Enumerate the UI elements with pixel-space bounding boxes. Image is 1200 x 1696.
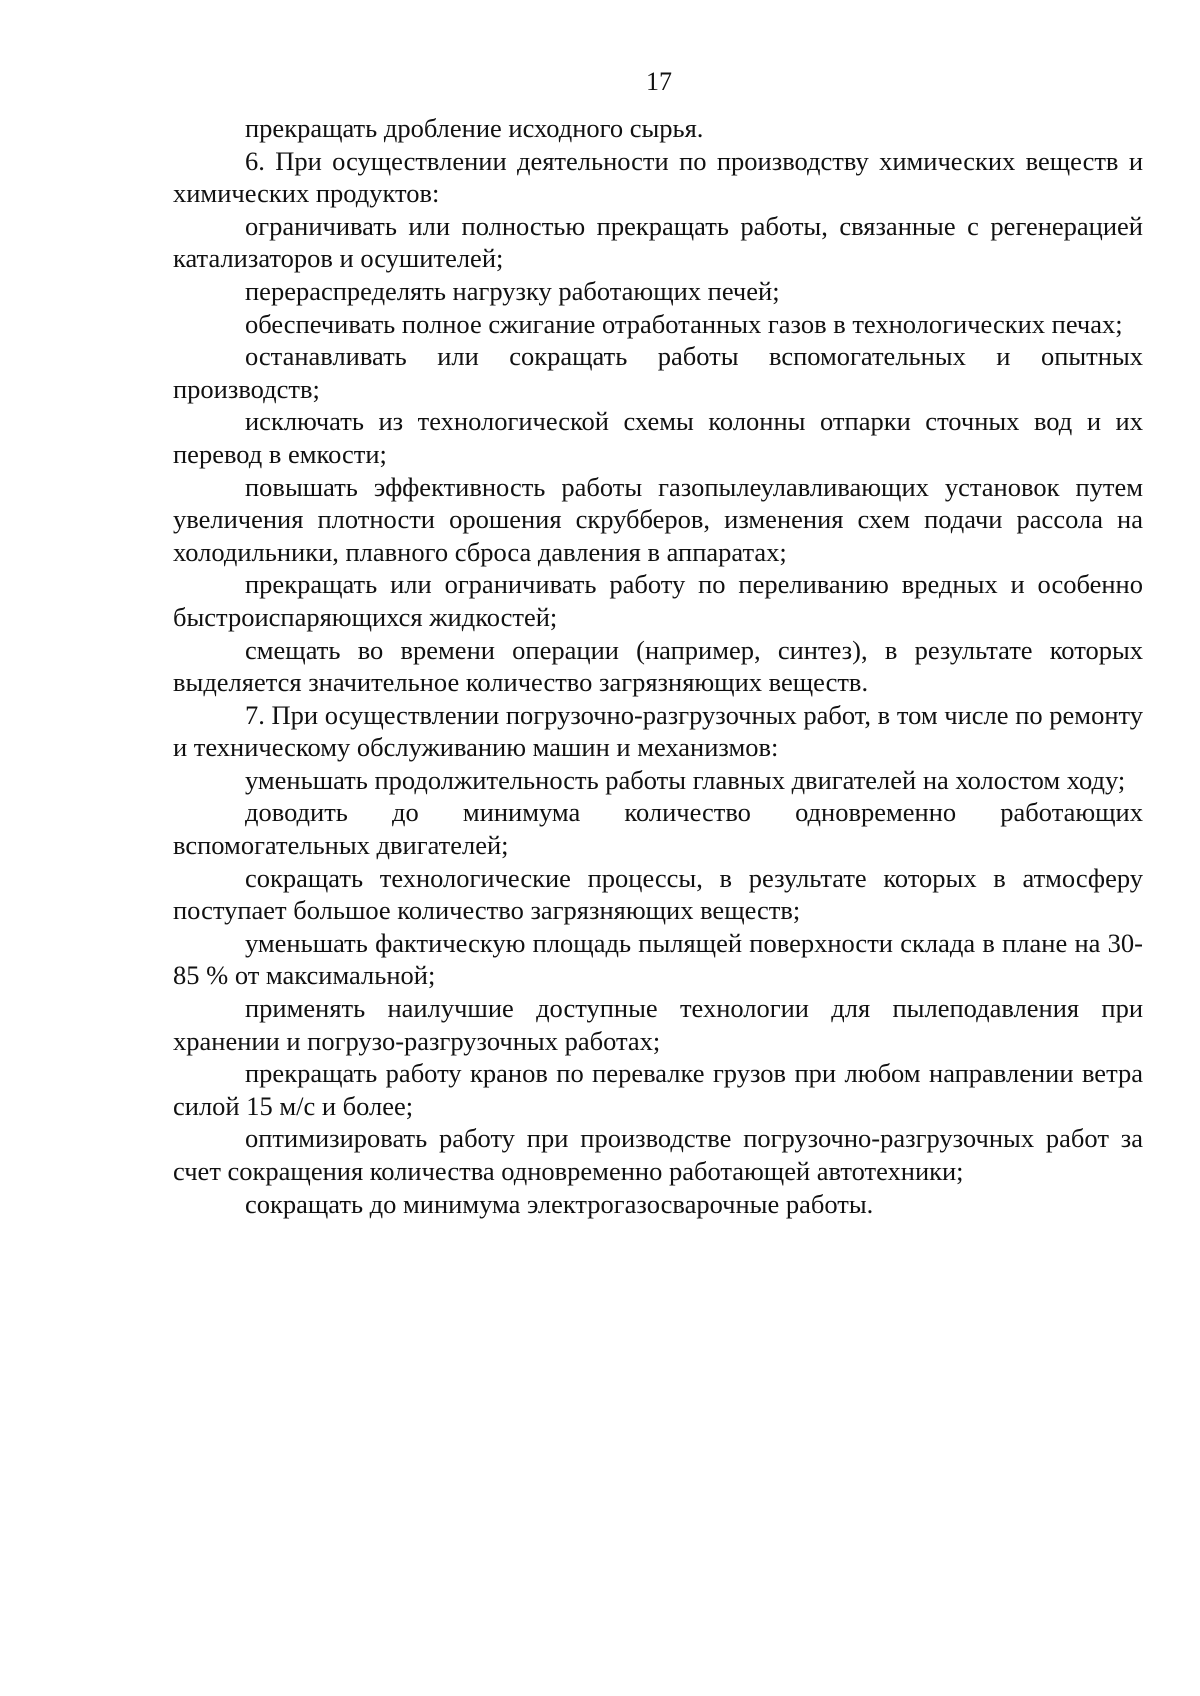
paragraph-section-7-item: уменьшать продолжительность работы главных двигателей на холостом ходу; [245,764,1126,795]
paragraph-section-6: 6. При осуществлении деятельности по производству химических веществ и химических продуктов: [173,145,1143,209]
paragraph-section-7-item: сокращать до минимума электрогазосварочные работы. [245,1188,874,1219]
paragraph-section-6-item: обеспечивать полное сжигание отработанных газов в технологических печах; [245,308,1123,339]
paragraph-section-7-item: прекращать работу кранов по перевалке грузов при любом направлении ветра силой 15 м/с и более; [173,1058,1143,1121]
paragraph-section-7-item: применять наилучшие доступные технологии для пылеподавления при хранении и погрузо-разгрузочных работах; [173,993,1143,1056]
paragraph-section-6-item: прекращать или ограничивать работу по переливанию вредных и особенно быстроиспаряющихся жидкостей; [173,569,1143,632]
paragraph-section-7-item: оптимизировать работу при производстве погрузочно-разгрузочных работ за счет сокращения количества одновременно работающей автотехники; [173,1123,1143,1186]
paragraph-section-6-item: смещать во времени операции (например, синтез), в результате которых выделяется значительное количество загрязняющих веществ. [173,634,1143,698]
document-body [173,112,1143,1220]
paragraph-intro: прекращать дробление исходного сырья. [245,113,704,143]
paragraph-section-6-item: повышать эффективность работы газопылеулавливающих установок путем увеличения плотности орошения скрубберов, изменения схем подачи рассола на холодильники, плавного сброса давления в аппаратах; [173,471,1143,567]
paragraph-section-7-item: уменьшать фактическую площадь пылящей поверхности склада в плане на 30-85 % от максимальной; [173,927,1143,991]
paragraph-section-6-item: перераспределять нагрузку работающих печей; [245,275,780,306]
paragraph-section-7-item: сокращать технологические процессы, в результате которых в атмосферу поступает большое количество загрязняющих веществ; [173,862,1143,926]
paragraph-section-7: 7. При осуществлении погрузочно-разгрузочных работ, в том числе по ремонту и техническому обслуживанию машин и механизмов: [173,699,1143,763]
paragraph-section-6-item: ограничивать или полностью прекращать работы, связанные с регенерацией катализаторов и осушителей; [173,210,1143,274]
page-number: 17 [646,67,672,96]
paragraph-section-6-item: останавливать или сокращать работы вспомогательных и опытных производств; [173,341,1143,404]
paragraph-section-7-item: доводить до минимума количество одновременно работающих вспомогательных двигателей; [173,797,1143,861]
paragraph-section-6-item: исключать из технологической схемы колонны отпарки сточных вод и их перевод в емкости; [173,406,1143,469]
